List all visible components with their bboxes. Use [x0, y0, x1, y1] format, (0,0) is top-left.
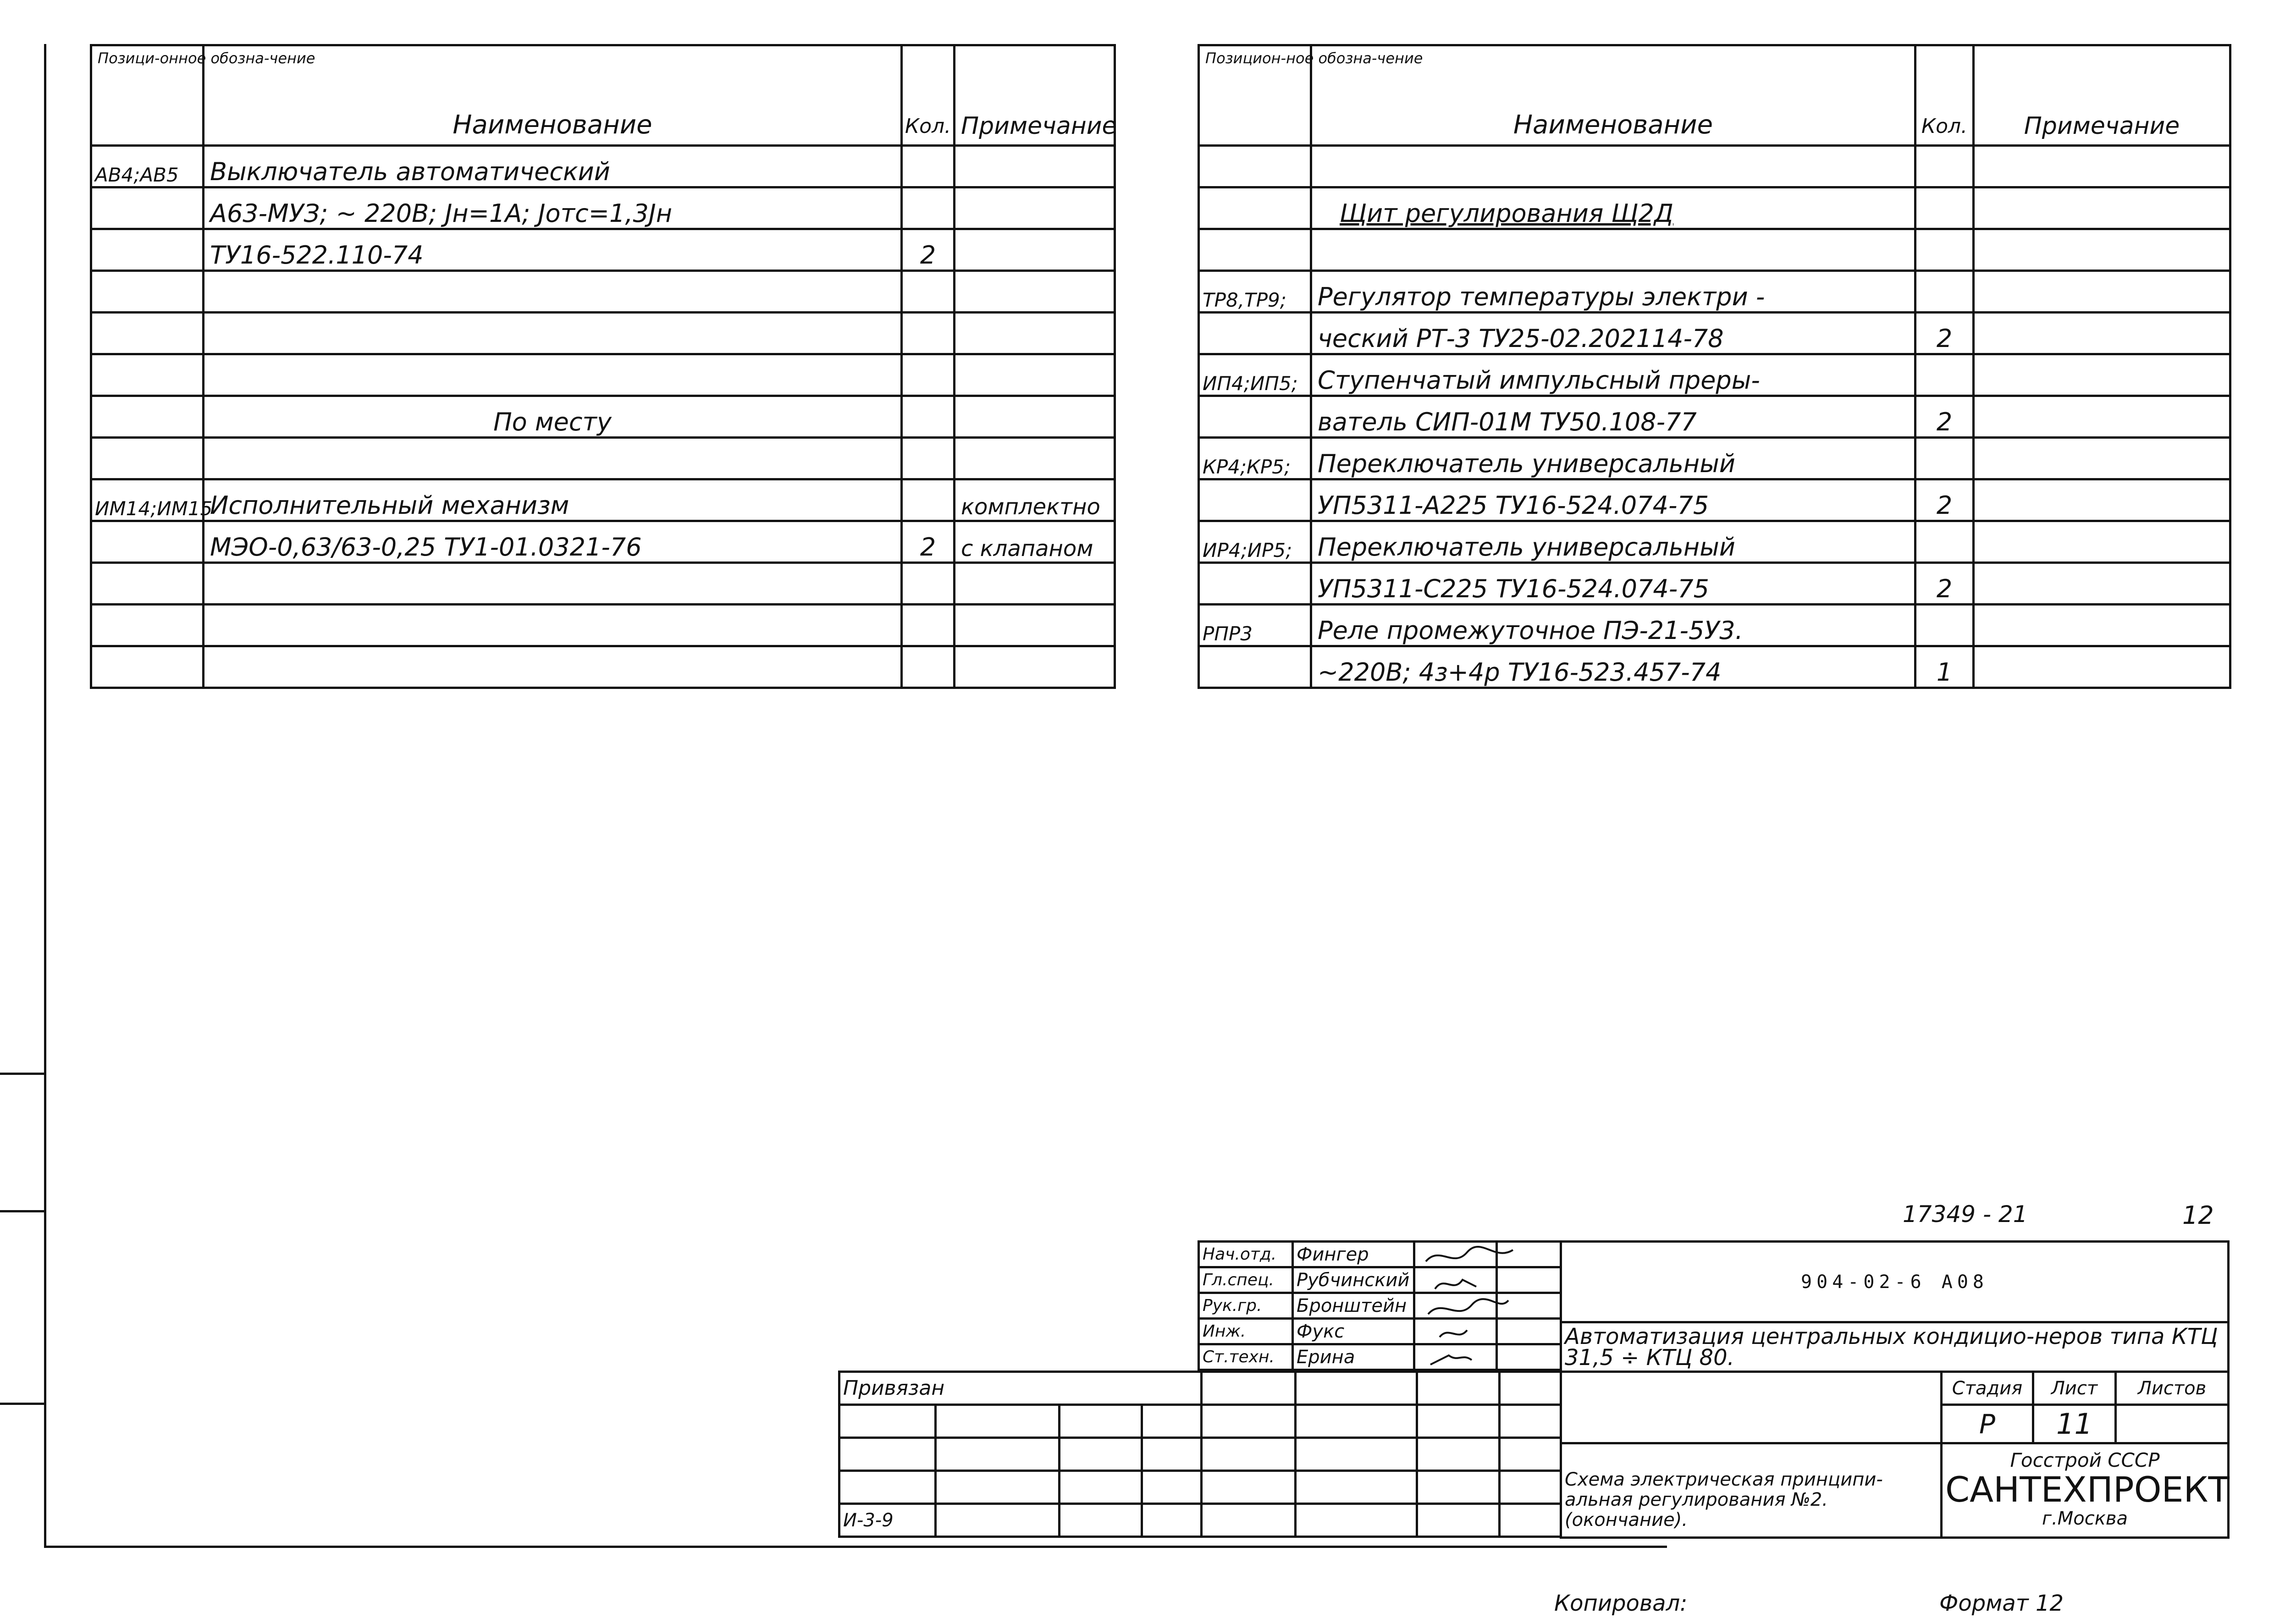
- left-spec-table: [90, 44, 1116, 689]
- position-cell: КР4;КР5;: [1199, 438, 1311, 479]
- org-city: г.Москва: [2042, 1508, 2128, 1529]
- qty-cell: 2: [1915, 563, 1974, 605]
- staff-role: Рук.гр.: [1199, 1293, 1293, 1319]
- note-cell: [955, 271, 1115, 313]
- staff-name: Рубчинский: [1293, 1267, 1414, 1293]
- header-qty: Кол.: [902, 45, 955, 146]
- note-cell: [1974, 521, 2230, 563]
- org-name: САНТЕХПРОЕКТ: [1945, 1469, 2230, 1510]
- name-cell: [204, 313, 902, 354]
- position-cell: [1199, 146, 1311, 187]
- table-row: [1199, 354, 2230, 396]
- position-cell: ИП4;ИП5;: [1199, 354, 1311, 396]
- qty-cell: 1: [1915, 646, 1974, 688]
- name-cell: [204, 271, 902, 313]
- qty-cell: 2: [902, 229, 955, 271]
- note-cell: комплектно: [955, 479, 1115, 521]
- note-cell: [1974, 146, 2230, 187]
- header-position: Позици-онное обозна-чение: [91, 45, 204, 146]
- position-cell: [91, 187, 204, 229]
- name-cell: УП5311-А225 ТУ16-524.074-75: [1311, 479, 1915, 521]
- stage-label: Стадия: [1942, 1372, 2033, 1405]
- position-cell: [1199, 313, 1311, 354]
- qty-cell: [902, 646, 955, 688]
- table-row: [91, 396, 1115, 438]
- qty-cell: [902, 187, 955, 229]
- name-cell: УП5311-С225 ТУ16-524.074-75: [1311, 563, 1915, 605]
- table-row: [1199, 271, 2230, 313]
- table-row: [1199, 438, 2230, 479]
- staff-role: Нач.отд.: [1199, 1242, 1293, 1267]
- qty-cell: [1915, 229, 1974, 271]
- position-cell: [91, 313, 204, 354]
- header-name: Наименование: [1311, 45, 1915, 146]
- table-row: [91, 187, 1115, 229]
- qty-cell: [902, 271, 955, 313]
- qty-cell: 2: [1915, 313, 1974, 354]
- qty-cell: [1915, 605, 1974, 646]
- note-cell: [1974, 187, 2230, 229]
- qty-cell: [1915, 354, 1974, 396]
- note-cell: с клапаном: [955, 521, 1115, 563]
- position-cell: ТР8,ТР9;: [1199, 271, 1311, 313]
- staff-name: Ерина: [1293, 1344, 1414, 1370]
- note-cell: [1974, 313, 2230, 354]
- right-spec-header-row: [1199, 45, 2230, 146]
- table-row: [1199, 479, 2230, 521]
- note-cell: [955, 563, 1115, 605]
- note-cell: [955, 438, 1115, 479]
- name-cell: ватель СИП-01М ТУ50.108-77: [1311, 396, 1915, 438]
- table-row: [1199, 646, 2230, 688]
- signatures-graphic: [1421, 1243, 1559, 1376]
- position-cell: [1199, 646, 1311, 688]
- table-row: [1199, 396, 2230, 438]
- note-cell: [1974, 354, 2230, 396]
- qty-cell: [902, 438, 955, 479]
- inventory-number: 17349 - 21: [1903, 1201, 2028, 1228]
- qty-cell: [1915, 271, 1974, 313]
- right-spec-body: [1199, 146, 2230, 688]
- table-row: [91, 521, 1115, 563]
- name-cell: Выключатель автоматический: [204, 146, 902, 187]
- name-cell: Реле промежуточное ПЭ-21-5У3.: [1311, 605, 1915, 646]
- note-cell: [955, 187, 1115, 229]
- note-cell: [955, 396, 1115, 438]
- position-cell: [91, 271, 204, 313]
- position-cell: ИМ14;ИМ15: [91, 479, 204, 521]
- table-row: [1199, 521, 2230, 563]
- qty-cell: 2: [902, 521, 955, 563]
- qty-cell: 2: [1915, 396, 1974, 438]
- header-position: Позицион-ное обозна-чение: [1199, 45, 1311, 146]
- note-cell: [955, 313, 1115, 354]
- table-row: [91, 271, 1115, 313]
- note-cell: [1974, 396, 2230, 438]
- left-spec-body: [91, 146, 1115, 688]
- staff-name: Фингер: [1293, 1242, 1414, 1267]
- position-cell: [91, 354, 204, 396]
- qty-cell: [1915, 187, 1974, 229]
- qty-cell: [902, 354, 955, 396]
- table-row: [91, 479, 1115, 521]
- qty-cell: [902, 313, 955, 354]
- name-cell: По месту: [204, 396, 902, 438]
- table-row: [1199, 187, 2230, 229]
- note-cell: [955, 229, 1115, 271]
- table-row: [91, 146, 1115, 187]
- qty-cell: [902, 479, 955, 521]
- left-spec-header-row: [91, 45, 1115, 146]
- position-cell: АВ4;АВ5: [91, 146, 204, 187]
- table-row: [1199, 605, 2230, 646]
- table-row: [1199, 313, 2230, 354]
- margin-tick: [0, 1403, 44, 1405]
- name-cell: [204, 563, 902, 605]
- table-row: [1199, 563, 2230, 605]
- table-row: [91, 438, 1115, 479]
- name-cell: А63-МУЗ; ~ 220В; Jн=1А; Jотс=1,3Jн: [204, 187, 902, 229]
- name-cell: Исполнительный механизм: [204, 479, 902, 521]
- name-cell: ческий РТ-3 ТУ25-02.202114-78: [1311, 313, 1915, 354]
- format-label: Формат 12: [1939, 1591, 2064, 1616]
- name-cell: МЭО-0,63/63-0,25 ТУ1-01.0321-76: [204, 521, 902, 563]
- note-cell: [1974, 646, 2230, 688]
- position-cell: [91, 646, 204, 688]
- margin-tick: [0, 1073, 44, 1075]
- name-cell: [204, 605, 902, 646]
- note-cell: [955, 354, 1115, 396]
- name-cell: [204, 646, 902, 688]
- staff-name: Бронштейн: [1293, 1293, 1414, 1319]
- frame-left-border: [44, 44, 46, 1547]
- table-row: [91, 563, 1115, 605]
- right-spec-table: [1198, 44, 2231, 689]
- note-cell: [1974, 271, 2230, 313]
- staff-name: Фукс: [1293, 1319, 1414, 1344]
- frame-bottom-border: [44, 1546, 1667, 1548]
- position-cell: [91, 229, 204, 271]
- name-cell: Щит регулирования Щ2Д: [1311, 187, 1915, 229]
- note-cell: [1974, 563, 2230, 605]
- table-row: [91, 229, 1115, 271]
- header-qty: Кол.: [1915, 45, 1974, 146]
- header-note: Примечание: [1974, 45, 2230, 146]
- sheet-value: 11: [2033, 1405, 2116, 1443]
- note-cell: [1974, 438, 2230, 479]
- header-name: Наименование: [204, 45, 902, 146]
- note-cell: [955, 646, 1115, 688]
- qty-cell: [902, 605, 955, 646]
- position-cell: [1199, 563, 1311, 605]
- qty-cell: [1915, 146, 1974, 187]
- qty-cell: [902, 563, 955, 605]
- note-cell: [1974, 229, 2230, 271]
- sheet-corner-number: 12: [2182, 1201, 2214, 1230]
- position-cell: [91, 521, 204, 563]
- name-cell: [204, 438, 902, 479]
- sheet-title: Схема электрическая принципи-альная регулирования №2. (окончание).: [1561, 1443, 1942, 1538]
- org-top: Госстрой СССР: [2010, 1449, 2160, 1471]
- position-cell: [91, 563, 204, 605]
- position-cell: ИР4;ИР5;: [1199, 521, 1311, 563]
- position-cell: [91, 438, 204, 479]
- table-row: [91, 605, 1115, 646]
- header-note: Примечание: [955, 45, 1115, 146]
- sheet-label: Лист: [2033, 1372, 2116, 1405]
- position-cell: [1199, 396, 1311, 438]
- staff-role: Инж.: [1199, 1319, 1293, 1344]
- qty-cell: 2: [1915, 479, 1974, 521]
- note-cell: [955, 146, 1115, 187]
- staff-role: Гл.спец.: [1199, 1267, 1293, 1293]
- name-cell: Регулятор температуры электри -: [1311, 271, 1915, 313]
- note-cell: [955, 605, 1115, 646]
- name-cell: [204, 354, 902, 396]
- copied-label: Копировал:: [1554, 1591, 1688, 1616]
- project-title: Автоматизация центральных кондицио-неров типа КТЦ 31,5 ÷ КТЦ 80.: [1561, 1322, 2229, 1372]
- qty-cell: [902, 146, 955, 187]
- table-row: [1199, 229, 2230, 271]
- name-cell: ~220В; 4з+4р ТУ16-523.457-74: [1311, 646, 1915, 688]
- position-cell: [1199, 479, 1311, 521]
- name-cell: Переключатель универсальный: [1311, 438, 1915, 479]
- inv-label: И-3-9: [839, 1504, 936, 1537]
- qty-cell: [902, 396, 955, 438]
- stage-value: Р: [1942, 1405, 2033, 1443]
- qty-cell: [1915, 521, 1974, 563]
- note-cell: [1974, 605, 2230, 646]
- table-row: [91, 354, 1115, 396]
- position-cell: [1199, 229, 1311, 271]
- name-cell: Ступенчатый импульсный преры-: [1311, 354, 1915, 396]
- position-cell: [91, 605, 204, 646]
- table-row: [1199, 146, 2230, 187]
- name-cell: Переключатель универсальный: [1311, 521, 1915, 563]
- name-cell: ТУ16-522.110-74: [204, 229, 902, 271]
- bound-label: Привязан: [839, 1372, 1202, 1405]
- table-row: [91, 313, 1115, 354]
- sheets-label: Листов: [2116, 1372, 2229, 1405]
- main-stamp: [1560, 1240, 2230, 1539]
- name-cell: [1311, 146, 1915, 187]
- position-cell: РПР3: [1199, 605, 1311, 646]
- table-row: [91, 646, 1115, 688]
- margin-tick: [0, 1210, 44, 1212]
- organization: [1942, 1443, 2229, 1538]
- binding-table: [838, 1371, 1562, 1538]
- name-cell: [1311, 229, 1915, 271]
- staff-role: Ст.техн.: [1199, 1344, 1293, 1370]
- qty-cell: [1915, 438, 1974, 479]
- note-cell: [1974, 479, 2230, 521]
- position-cell: [1199, 187, 1311, 229]
- position-cell: [91, 396, 204, 438]
- drawing-code: 904-02-6 А08: [1561, 1242, 2229, 1322]
